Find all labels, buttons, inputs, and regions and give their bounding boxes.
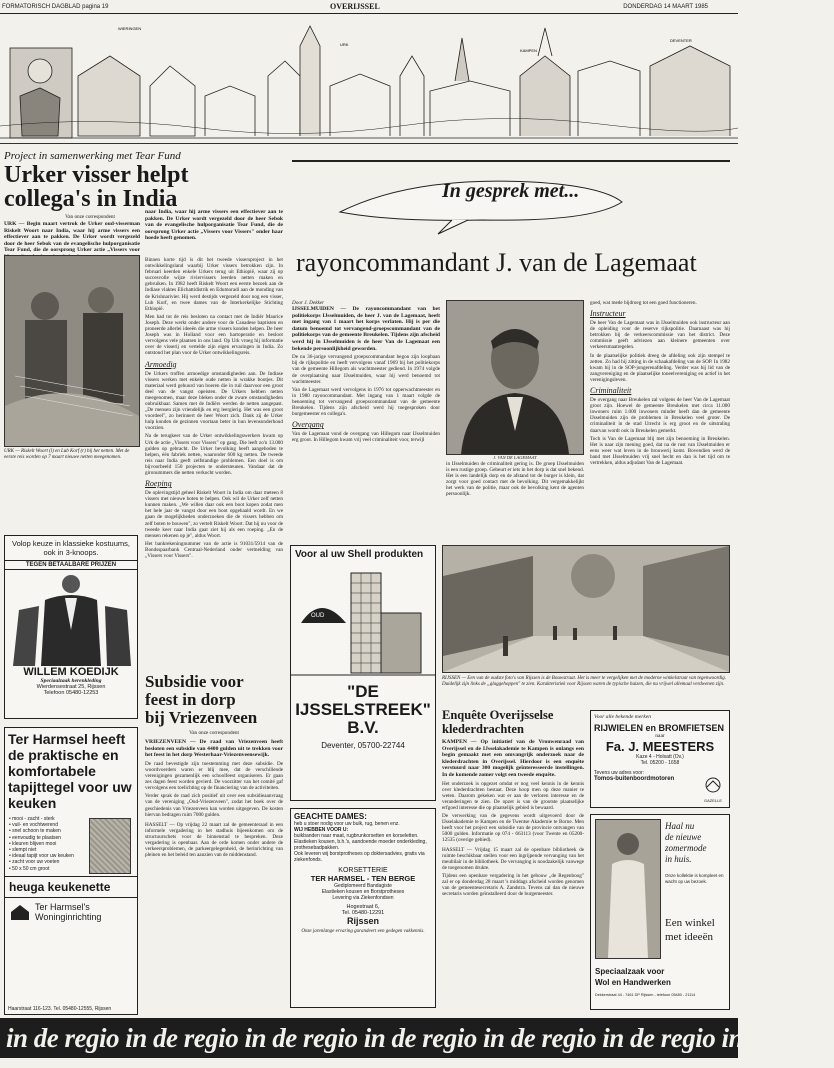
enquete-article [442, 709, 584, 1019]
ad-harmsel-addr: Haarstraat 116-123. Tel. 05480-12555, Rijssen [8, 1006, 112, 1012]
urk-p1: Binnen korte tijd is dit het tweede vissersproject in het ontwikkelingsland waarbij Urker vissers betrokken zijn. In februari keerden enkele Urkers terug uit Ethiopië, waar zij op succesvolle wijze riviervissers leerden netten maken en gebruiken. In 1982 heeft Riskelt Woort een eerste bezoek aan de Indiase vlaktes Elichattidistrik en Edumoradi aan de monding van de Krishnarivier. Hij werd destijds vergezeld door nog een visser, Lub Korf, en twee dames van de Interkerkelijke Stichting Ethiopië. [145, 257, 283, 312]
ad-willem-koedijk [4, 535, 138, 719]
ad-gechte-name: TER HARMSEL - TEN BERGE [310, 874, 416, 883]
portrait-photo [447, 301, 583, 454]
footer-band-text: in de regio in de regio in de regio in de regio in de regio in de regio in de regio [6, 1023, 834, 1053]
lagemaat-portrait [446, 300, 584, 455]
ad-wol-l5: Een winkel [665, 917, 715, 929]
ad-willem-top: Volop keuze in klassieke kostuums, ook in 3-knoops. [12, 539, 130, 557]
ad-gechte-title: GEACHTE DAMES: [294, 812, 367, 821]
enquete-lead: KAMPEN — Op initiatief van de Vrouwenraad van Overijssel en de IJsselakademie te Kampen is onlangs een begin gemaakt met een omvangrijk onderzoek naar de klederdrachten in Overijssel. Hierdoor is een enquête verstuurd naar 300 mogelijk geïnteresseerde instellingen. In de komende zomer volgt een tweede enquête. [442, 739, 584, 778]
urk-title-2: collega's in India [4, 186, 178, 212]
ad-shell-headline: Voor al uw Shell produkten [295, 549, 424, 560]
ad-wol-l3: zomermode [665, 843, 707, 853]
ad-harmsel-bullet: • kleuren blijven mooi [9, 840, 57, 847]
banner-illustration [0, 16, 738, 144]
gesprek-lead: IJSSELMUIDEN — De rayoncommandant van het politiekorps IJsselmuiden, de heer J. van de Lagemaat, heeft met ingang van 1 maart het korps verlaten. Hij is per die datum benoemd tot vervangend-groepscommandant van de politiekorps van de gemeente Breukelen. Tijdens zijn afscheid werd hij in IJsselmuiden is de heer Van de Lagemaat een bekende persoonlijkheid geworden. [292, 306, 440, 352]
enquete-title-2: klederdrachten [442, 722, 524, 736]
ad-harmsel-bullet: • snel schoon te maken [9, 828, 61, 835]
ad-shell-footer: Deventer, 05700-22744 [321, 741, 405, 750]
ad-willem-strip: TEGEN BETAALBARE PRIJZEN [5, 560, 137, 570]
gesprek-sec-criminaliteit: Criminaliteit [590, 386, 632, 396]
ad-wol-handwerken [590, 814, 730, 1010]
enquete-p1: Het onderzoek is opgezet omdat er nog veel kennis in de kennis over klederdrachten bestaat. Deze hoop men op deze manier te weten. Daarom gekeken wat er aan de verloren interesse en de veranderingen te zien. De opzet is van de grootste plaatselijke erfgoed interesse die op plaatselijk gebied is bewaard. [442, 780, 584, 811]
ad-wol-name-2: Wol en Handwerken [595, 978, 671, 987]
ad-meesters-naar: naar [655, 733, 665, 739]
ad-meesters-title: RIJWIELEN en BROMFIETSEN [594, 723, 725, 733]
urk-col-left [4, 221, 140, 541]
ad-korsetterie [290, 808, 436, 1008]
gesprek-byline: Door J. Dekker [292, 300, 325, 306]
ad-gechte-line-4: Ook leveren wij borstprotheses op doktersadvies, gratis via ziekenfonds. [294, 851, 425, 863]
ad-wol-name-1: Speciaalzaak voor [595, 967, 665, 976]
gesprek-p9: Toch is Van de Lagemaat blij met zijn benoeming in Breukelen. Het is naar zijn mening goed, dat na de rust van IJsselmuiden er eens weer wat leven in de brouwerij komt. Bovendien werd de band met IJsselmuiden vrij snel hecht en dan is het tijd om te vertrekken, aldus adjudant Van de Lagemaat. [590, 435, 730, 466]
ad-wol-l6: met ideeën [665, 931, 713, 943]
gesprek-p5: goed, wat mede bijdroeg tot een goed functioneren. [590, 300, 697, 306]
urk-p6: Het bankrekeningnummer van de actie is 91031/5914 van de Bondsspaarbank Centraal-Nederland onder vermelding van „Vissers voor Vissers". [145, 540, 283, 560]
ad-harmsel-bullets [5, 814, 89, 874]
ad-harmsel-bullet: • zacht voor uw voeten [9, 859, 60, 866]
ad-harmsel-bullet: • vuil- en vochtwerend [9, 822, 58, 829]
ad-harmsel-logo: Ter Harmsel's Woninginrichting [35, 902, 102, 922]
subsidie-byline: Van onze correspondent [189, 730, 239, 736]
subsidie-article [145, 673, 283, 1013]
banner-label-2: URK [340, 42, 349, 47]
ad-harmsel-title: Ter Harmsel heeft de praktische en komfortabele tapijttegel voor uw keuken [8, 731, 132, 811]
enquete-p3: HASSELT — Vrijdag 15 maart zal de openbare bibliotheek de ruimte beschikbaar stellen voor een ingrijpende vervanging van het meubilair in de bibliotheek. De vervanging is noodzakelijk vanwege de toegenomen drukte. [442, 846, 584, 871]
enquete-title-1: Enquête Overijsselse [442, 708, 554, 722]
header-left: FORMATORISCH DAGBLAD pagina 19 [2, 4, 109, 10]
enquete-p2: De verwerking van de gegevens wordt uitgevoerd door de IJsselakademie te Kampen en de Twentse Akademie te Borne. Men heeft voor het project een subsidie van de provincie ontvangen van 5000 gulden. Informatie op 074 - 663113 (voor Twente en 05200-12535 (overige gebied). [442, 813, 584, 844]
rijssen-caption: RIJSSEN — Een van de oudste foto's van Rijssen is de Bouwstraat. Het is meer te vergelijken met de moderne winkelstraat van tegenwoordig. Duidelijk zijn links de „glaggehoppen" te zien. Karakteristiek voor Rijssen waren de typische huizen, die nu vrijwel allemaal verdwenen zijn. [442, 676, 726, 687]
subsidie-title-2: feest in dorp [145, 690, 236, 709]
urk-col-right [145, 209, 283, 689]
ad-shell-name-2: IJSSELSTREEK" [295, 700, 431, 719]
ad-shell [290, 545, 436, 801]
urk-p5: De oplevingstijd geheel Riskelt Woort in India om daar meteen 8 vissers met nieuwe boten te helpen. Ook wil de Urker zelf netten kunnen maken. „We willen daar ook een boot kopen zodat men het hele jaar de vangst door een boot opgehaald wordt. En we gaan de mogelijkheden onderzoeken die de vissers hebben om zelf boten te bouwen", zo vertelt Riskelt Woort. Dat hij nu voor de tweede keer naar India gaat ziet hij als een roeping. „En de mensen rekenen op je", aldus Woort. [145, 490, 283, 539]
fashion-model-photo [596, 820, 660, 958]
fishermen-photo [5, 256, 139, 446]
gesprek-title: rayoncommandant J. van de Lagemaat [296, 248, 697, 277]
subsidie-p3: HASSELT — Op vrijdag 22 maart zal de gemeenteraad in een informele vergadering in het stadhuis bijeenkomen om de structuurschets voor de binnenstad te bespreken. Deze vergadering is openbaar. Aan de orde komen onder andere de verkeersproblemen, de parkeergelegenheid, de herinrichting van pleinen en het beleid ten aanzien van de middenstand. [145, 821, 283, 859]
ad-meesters-top: Voor alle bekende merken [594, 714, 651, 720]
ad-meesters-bottom-1: Tevens uw adres voor: [594, 770, 645, 776]
enquete-p4: Tijdens een openbare vergadering in het gebouw „de Regenboog" zal er op donderdag 28 maart 's middags afscheid worden genomen van de gemeentesecretaris A. Zandstra. Tevens zal dan de nieuwe secretaris worden geïnstalleerd door de burgemeester. [442, 872, 584, 898]
subsidie-p2: Verder sprak de raad zich positief uit over een subsidieaanvraag van de vereniging „Oud-Vriezenveen", zodat het boek over de geschiedenis van Vriezenveen kan worden uitgegeven. De kosten hiervan bedragen ruim 7000 gulden. [145, 793, 283, 818]
shell-building-drawing [291, 563, 435, 683]
ad-harmsel-bullet: • 50 x 50 cm groot [9, 865, 50, 872]
gesprek-p2: Van de Lagemaat werd vervolgens in 1976 tot opperwachtmeester en in 1980 rayoncommandant. Met ingang van 1 maart volgde de benoeming tot vervangend groepscommandant van de gemeente Breukelen. Tijdens zijn afscheid werd hij toegesproken door burgemeester en collega's. [292, 386, 440, 418]
urk-sec-armoedig: Armoedig [145, 359, 177, 369]
ad-willem-name: WILLEM KOEDIJK [23, 666, 119, 678]
gesprek-p8: De overgang naar Breukelen zal volgens de heer Van de Lagemaat groot zijn. Hoewel de gemeente Breukelen met circa 11.000 inwoners ruim 1.000 inwoners minder heeft dan de gemeente IJsselmuiden zijn de problemen in Breukelen veel groter. De criminaliteit in de stad Utrecht is erg groot en de uitstraling daarvan wordt ook in Breukelen gemerkt. [590, 397, 730, 434]
banner-label-3: KAMPEN [520, 48, 537, 53]
ad-gechte-foot: Onze jarenlange ervaring garandeert een gedegen vakkennis. [301, 929, 425, 934]
ad-gechte-line-1: heb u stoer nodig voor uw bulk, rug, benen enz. [294, 821, 400, 827]
subsidie-p1: De raad bevestigde zijn toestemming met deze subsidie. De woordvoerders waren er blij mee, dat de verschillende verenigingen gezamenlijk een schoolfeest organiseren. Er gaan zes dagen feest worden gevierd. De voorzitter van het comité gaf vervolgens een toelichting op de financiering van de activiteiten. [145, 760, 283, 792]
subsidie-title-1: Subsidie voor [145, 672, 244, 691]
urk-photo [4, 255, 140, 447]
ad-gechte-line-2: WIJ HEBBEN VOOR U: [294, 827, 349, 833]
ad-meesters-name: Fa. J. MEESTERS [605, 739, 715, 754]
gesprek-p6: De heer Van de Lagemaat was in IJsselmuiden ook instructeur aan de opleiding voor de reserve rijkspolitie. Daarnaast was hij betrokken bij de verkeerscommissie van het district. Deze commissie geeft adviezen aan kleinere gemeenten over verkeersmaatregelen. [590, 320, 730, 351]
urk-kicker: Project in samenwerking met Tear Fund [4, 150, 181, 162]
urk-lead-cont [145, 209, 283, 257]
gesprek-col-3 [590, 300, 730, 540]
ad-gechte-sub: Gediplomeerd Bandagiste [334, 883, 392, 889]
ad-meesters-addr: Kaze 4 - Holsatt (Ov.) [636, 754, 684, 760]
urk-p2: Men had tot de reis besloten na contact met de Indiër Maurice Joseph. Deze werkt onder andere voor de Canadese baptisten en proneerde allerlei ideeën die arme vissers konden helpen. De heer Joseph was in Holland voor een hartoperatie en besloot vervolgens vele plaatsen in ons land. Op Urk vroeg hij informatie over de visserij en vertelde zijn eigen ervaringen in India. Zo ontstond het plan voor de Urker ontwikkelingsreis. [145, 313, 283, 357]
ad-harmsel-brand: heuga keukenette [5, 876, 137, 898]
urk-sec-roeping: Roeping [145, 479, 172, 489]
ad-wol-l2: de nieuwe [665, 832, 702, 842]
lagemaat-caption: J. VAN DE LAGEMAAT [493, 455, 537, 460]
suit-illustration [5, 570, 137, 666]
urk-title-1: Urker visser helpt [4, 162, 189, 188]
urk-lead: URK — Begin maart vertrok de Urker oud-visserman Riskelt Woort naar India, waar hij arme vissers een effectiever aan te pakken. De Urker wordt vergezeld door de heer Sebok van de evangelische hulporganisatie Tear Fund, die de oorsprong Urker actie „Vissers voor [4, 221, 140, 254]
banner-label-4: DEVENTER [670, 38, 692, 43]
header-center: OVERIJSSEL [330, 2, 380, 11]
ad-harmsel-tile-photo [89, 818, 131, 874]
ad-wol-l4: in huis. [665, 854, 692, 864]
ad-harmsel-bullet: • ideaal tapijt voor uw keuken [9, 853, 74, 860]
ad-harmsel-bullet: • mooi - zacht - sterk [9, 816, 55, 822]
ad-gechte-brand: KORSETTERIE [338, 867, 388, 874]
urk-lead-cont-text: naar India, waar hij arme vissers een effectiever aan te pakken. De Urker wordt vergezeld door de heer Sebok van de evangelische hulporganisatie Tear Fund, die de oorsprong Urker actie „Vissers voor Vissers" onder haar hoede heeft genomen. [145, 209, 283, 242]
ad-wol-addr: Dekkerstraat 44 - 7461 DP Rijssen - telefoon 05480 - 21114 [595, 993, 696, 997]
ad-gechte-street: Hogestraat 6, [346, 904, 380, 910]
ad-shell-name-3: B.V. [347, 718, 379, 737]
urk-byline: Van onze correspondent [65, 214, 115, 220]
gesprek-col-2 [446, 300, 584, 540]
gesprek-p4: in IJsselmuiden de criminaliteit gering is. De groep IJsselmuiden is een rustige groep. Gebeurt er iets in het dorp is dat snel bekend. Het is een landelijk dorp en de afstand tot de burger is klein, dat zorgt voor goed contact met de bevolking. Dit vergemakkelijkt het werk van de politie, maar ook de bevolking kent de agenten persoonlijk. [446, 461, 584, 498]
gesprek-col-1 [292, 300, 440, 540]
street-scene-photo [443, 546, 729, 672]
ad-wol-l1: Haal nu [665, 821, 695, 831]
subsidie-title-3: bij Vriezenveen [145, 708, 258, 727]
town-skyline-drawing [0, 16, 738, 144]
gesprek-p3: Van de Lagemaat vond de overgang van Hillegom naar IJsselmuiden erg groot. In Hillegom kwam vrij veel criminaliteit voor, terwijl [292, 431, 440, 444]
subsidie-lead: VRIEZENVEEN — De raad van Vriezenveen heeft besloten een subsidie van 4400 gulden uit te trekken voor het feest in het dorp Westerhaar-Vriezenveensewijk. [145, 739, 283, 759]
rijssen-photo [442, 545, 730, 673]
gazelle-logo-icon [701, 777, 725, 793]
ad-harmsel-bullet: • slempt niet [9, 847, 37, 854]
ad-meesters-logo: GAZELLE [703, 798, 722, 803]
banner-label-1: WIERINGEN [118, 26, 142, 31]
ad-meesters [590, 710, 730, 808]
house-logo-icon [9, 903, 31, 921]
urk-photo-caption: URK — Riskelt Woort (l) en Lub Korf (r) bij het netten. Met de eerste reis worden op 7 maart nieuwe netten meegenomen. [4, 449, 130, 460]
ad-wol-photo [595, 819, 661, 959]
ad-willem-addr: Wierdensestraat 25, Rijssen [36, 684, 106, 690]
ad-gechte-tel: Tel. 05480-12291 [341, 910, 385, 916]
ad-meesters-bottom-2: Tomos-buitenboordmotoren [594, 776, 675, 782]
ad-gechte-sub3: Levering via Ziekenfondsen [332, 895, 394, 901]
urk-p4: Na de terugkeer van de Urker ontwikkelingswerkers kwam op Urk de actie „Vissers voor Vissers" op gang. Die leeft zo'n 13.000 gulden op gebracht. De Urker bevolking heeft aangeboden te helpen, één fabriek netten, waaronder 600 kg netten. De tweede reis naar India geeft zelfstandige problemen. Een doel is om bijvoorbeeld 150 projecten te ondersteunen. Vandaar dat de gironummers die netten verkocht worden. [145, 433, 283, 476]
ad-willem-tel: Telefoon 05480-12253 [43, 690, 99, 696]
gesprek-p7: In de plaatselijke politiek dreeg de afdeling ook zijn stempel te zetten. Zo had hij zitting in de schaakafdeling van de SOP. In 1982 kwam hij in de SOP-jongerenafdeling. Verder was hij lid van de zangvereniging en de plaatselijke toneelvereniging en actief in het verenigingsleven. [590, 352, 730, 383]
gesprek-balloon: In gesprek met... [442, 180, 580, 202]
ad-harmsel-bullet: • eenvoudig te plaatsen [9, 834, 62, 841]
header-right: DONDERDAG 14 MAART 1985 [623, 4, 708, 10]
urk-p3: De Urkers troffen armoedige omstandigheden aan. De Indiase vissers werken met enkele oude netten in wrakke bootjes. Dit materiaal werd gehuurd van boeren die in ruil daarvoor een groot deel van de vangst opeisten. De Urkers hebben netten meegenomen, maar deze bleken onder de zware omstandigheden onbruikbaar. Samen met de Indiërs werden de netten aangepast. „De mensen zijn vriendelijk en erg leergierig. Het was een groot voordeel", zo herinnert de heer Woort zich. Dank zij de Urker hulp konden de gezinnen voortaan beter in hun levensonderhoud voorzien. [145, 370, 283, 432]
ad-willem-sub: Speciaalzaak herenkleding [40, 678, 102, 684]
ad-shell-name-1: "DE [347, 682, 379, 701]
ad-gechte-sub2: Elastieken kousen en Borstprotheses [321, 889, 405, 895]
ad-wol-small: Onze kollektie is kompleet en wacht op uw bezoek. [665, 873, 724, 884]
ad-gechte-line-3: buikbanden naar maat, rugbrunkorsetten en korseletten. Elastieken kousen, b.h.'s, aandoende moeder onderkleding, prothesebadpakken. [294, 833, 427, 851]
gesprek-p1: De nu 36-jarige vervangend groepscommandant begon zijn loopbaan bij de rijkspolitie en heeft vervolgens vanaf 1969 bij het politiekorps van de gemeente Hillegom als wachtmeester gediend. In 1974 volgde de overplaatsing naar IJsselmuiden, waar hij werd benoemd tot wachtmeester. [292, 354, 440, 385]
footer-band [0, 1018, 834, 1058]
gesprek-sec-overgang: Overgang [292, 420, 324, 430]
ad-gechte-city: Rijssen [346, 916, 379, 926]
page-header [0, 0, 738, 14]
ad-meesters-tel: Tel. 05200 - 1658 [640, 760, 680, 766]
gesprek-sec-instructeur: Instructeur [590, 309, 626, 319]
ad-ter-harmsel [4, 727, 138, 1015]
svg-text:OUD: OUD [311, 613, 325, 619]
